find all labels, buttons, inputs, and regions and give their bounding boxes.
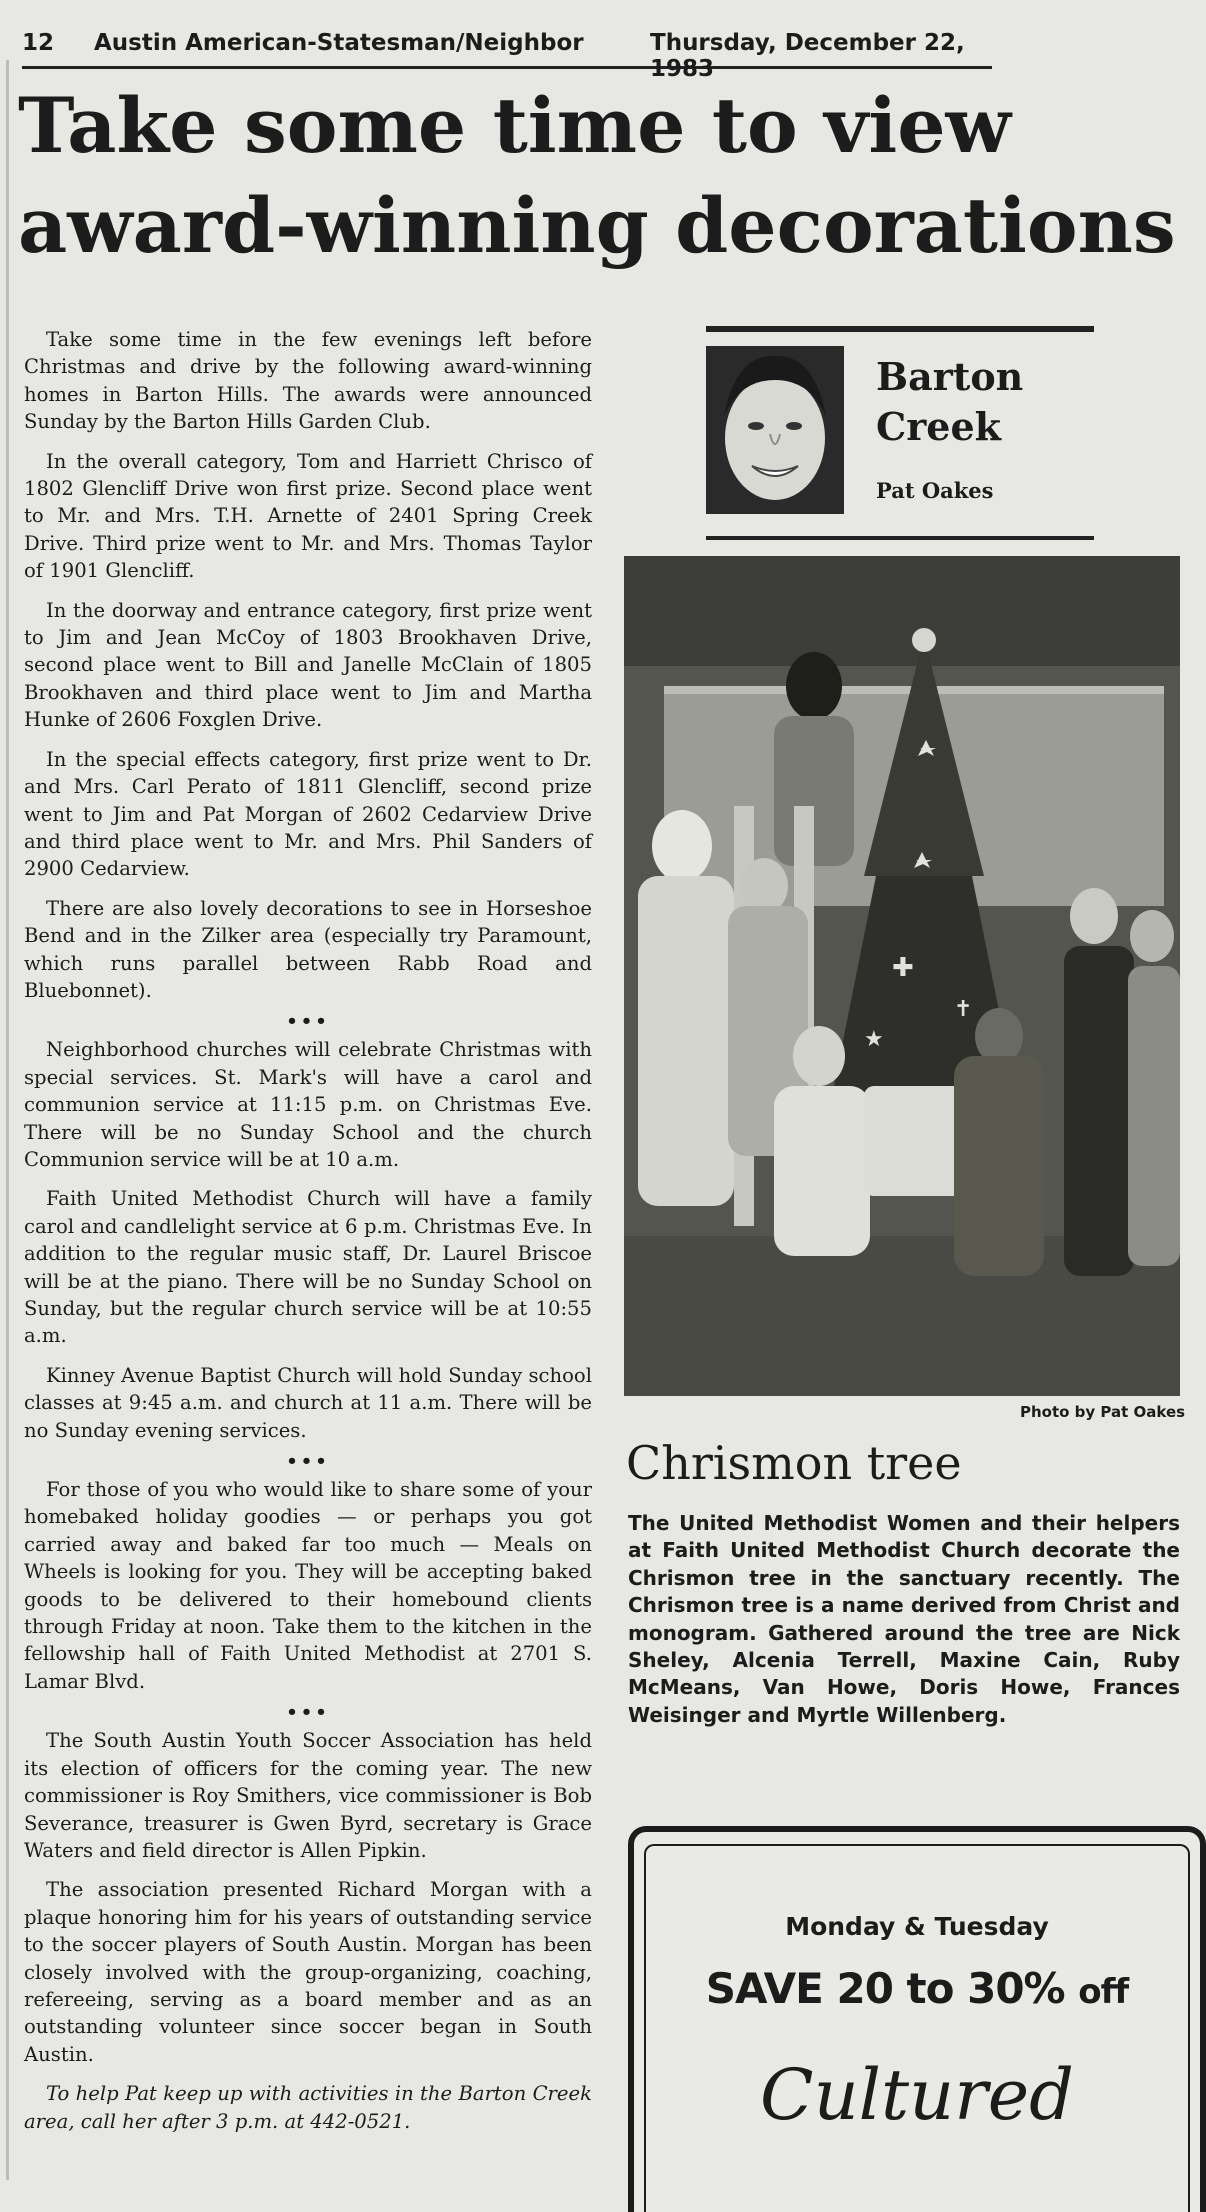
ad-discount-off: off: [1078, 1972, 1129, 2012]
portrait-illustration: [706, 346, 844, 514]
ad-days: Monday & Tuesday: [785, 1912, 1049, 1941]
section-separator: •••: [286, 1702, 330, 1724]
paragraph: The association presented Richard Morgan with a plaque honoring him for his years of outstanding service to the soccer players of South Austin. Morgan has been closely involved with the group-organizing, coaching, refereeing, serving as a board member and as an outstanding volunteer since soccer began in South Austin.: [24, 1878, 592, 2066]
page-edge: [6, 60, 9, 2180]
page-number: 12: [22, 30, 55, 56]
paragraph: In the special effects category, first prize went to Dr. and Mrs. Carl Perato of 1811 Glencliff, second prize went to Jim and Pat Morgan of 2602 Cedarview Drive and third place went to Mr. and Mrs. Phil Sanders of 2900 Cedarview.: [24, 747, 592, 881]
headline-line-1: Take some time to view: [18, 81, 1011, 170]
caption-title: Chrismon tree: [626, 1436, 962, 1490]
column-name: [876, 352, 1023, 452]
masthead: [22, 26, 992, 82]
section-separator: •••: [286, 1011, 330, 1033]
paragraph: Kinney Avenue Baptist Church will hold Sunday school classes at 9:45 a.m. and church at 11 a.m. There will be no Sunday evening services.: [24, 1363, 592, 1442]
author-name: Pat Oakes: [876, 478, 994, 503]
paragraph: In the doorway and entrance category, first prize went to Jim and Jean McCoy of 1803 Brookhaven Drive, second place went to Bill and Janelle McClain of 1805 Brookhaven and third place went to Jim and Martha Hunke of 2606 Foxglen Drive.: [24, 598, 592, 732]
advertisement: [628, 1826, 1206, 2212]
issue-date: Thursday, December 22, 1983: [650, 30, 965, 82]
tree-topper-icon: [912, 628, 936, 652]
ad-discount: [646, 1964, 1188, 2013]
paragraph: Neighborhood churches will celebrate Christmas with special services. St. Mark's will have a carol and communion service at 11:15 p.m. on Christmas Eve. There will be no Sunday School and the church Communion service will be at 10 a.m.: [24, 1038, 592, 1171]
paragraph: In the overall category, Tom and Harriett Chrisco of 1802 Glencliff Drive won first prize. Second place went to Mr. and Mrs. T.H. Arnette of 2401 Spring Creek Drive. Third prize went to Mr. and Mrs. Thomas Taylor of 1901 Glencliff.: [24, 449, 592, 583]
paragraph: Faith United Methodist Church will have a family carol and candlelight service at 6 p.m. Christmas Eve. In addition to the regular music staff, Dr. Laurel Briscoe will be at the piano. There will be no Sunday School on Sunday, but the regular church service will be at 10:55 a.m.: [24, 1187, 592, 1348]
column-name-line-2: Creek: [876, 404, 1001, 449]
photo-illustration: [624, 556, 1180, 1396]
article-body: [24, 326, 592, 2147]
svg-text:✚: ✚: [892, 953, 914, 983]
paragraph: For those of you who would like to share some of your homebaked holiday goodies — or perhaps you got carried away and baked far too much — Meals on Wheels is looking for you. They will be accepting baked goods to be delivered to their homebound clients through Friday at noon. Take them to the kitchen in the fellowship hall of Faith United Methodist at 2701 S. Lamar Blvd.: [24, 1478, 592, 1693]
caption-text: The United Methodist Women and their helpers at Faith United Methodist Church decorate the Chrismon tree in the sanctuary recently. The Chrismon tree is a name derived from Christ and monogram. Gathered around the tree are Nick Sheley, Alcenia Terrell, Maxine Cain, Ruby McMeans, Van Howe, Doris Howe, Frances Weisinger and Myrtle Willenberg.: [628, 1511, 1180, 1727]
svg-text:✝: ✝: [954, 997, 973, 1022]
paragraph: Take some time in the few evenings left before Christmas and drive by the following award-winning homes in Barton Hills. The awards were announced Sunday by the Barton Hills Garden Club.: [24, 328, 592, 434]
svg-text:★: ★: [864, 1027, 884, 1052]
section-separator: •••: [286, 1451, 330, 1473]
paragraph: There are also lovely decorations to see in Horseshoe Bend and in the Zilker area (especially try Paramount, which runs parallel between Rabb Road and Bluebonnet).: [24, 896, 592, 1002]
ad-discount-main: SAVE 20 to 30%: [705, 1964, 1065, 2013]
headline-line-2: award-winning decorations: [18, 181, 1176, 270]
photo-credit: Photo by Pat Oakes: [1020, 1403, 1186, 1421]
ad-inner-border: [644, 1844, 1190, 2212]
paragraph: The South Austin Youth Soccer Association has held its election of officers for the coming year. The new commissioner is Roy Smithers, vice commissioner is Bob Severance, treasurer is Gwen Byrd, secretary is Grace Waters and field director is Allen Pipkin.: [24, 1729, 592, 1862]
ad-script-text: Cultured: [760, 2054, 1074, 2136]
column-name-line-1: Barton: [876, 354, 1024, 399]
column-byline: [706, 326, 1094, 540]
contact-tagline: To help Pat keep up with activities in the Barton Creek area, call her after 3 p.m. at 442-0521.: [24, 2082, 592, 2133]
paper-name: Austin American-Statesman/Neighbor: [94, 30, 584, 56]
headline: [18, 76, 1198, 276]
chrismon-tree-photo: [624, 556, 1180, 1396]
author-portrait: [706, 346, 844, 514]
